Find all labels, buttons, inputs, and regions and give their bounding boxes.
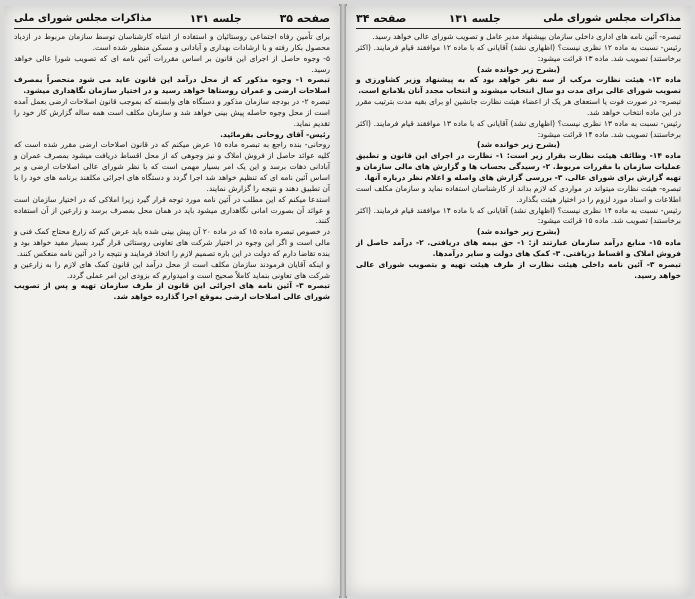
paragraph: تبصره ۳- آئین نامه های اجرائی این قانون از طرف سازمان تهیه و پس از تصویب شورای عالی اصلاحات ارضی بموقع اجرا گذارده خواهد شد.	[14, 281, 330, 302]
right-page	[346, 6, 691, 596]
paragraph: تبصره ۲- در بودجه سازمان مذکور و دستگاه های وابسته که بموجب قانون اصلاحات ارضی بعمل آمده است از محل وجوه حاصله پیش بینی خواهد شد و سازمان مکلف است همه ساله گزارش کار خود را تقدیم نماید.	[14, 97, 330, 128]
section-heading: (بشرح زیر خوانده شد)	[477, 227, 560, 237]
section-heading: (بشرح زیر خوانده شد)	[477, 64, 560, 74]
paragraph: تبصره- در صورت فوت یا استعفای هر یک از اعضاء هیئت نظارت جانشین او برای بقیه مدت بترتیب مقرر در این ماده انتخاب خواهد شد.	[356, 97, 681, 117]
paragraph: رئیس- آقای روحانی بفرمائید.	[220, 129, 330, 139]
paragraph: استدعا میکنم که این مطلب در آئین نامه مورد توجه قرار گیرد زیرا املاکی که در اختیار سازمان است و عوائد آن بصورت امانی نگاهداری میشود باید در همان محل بمصرف برسد و زارعین از آن استفاده کنند.	[14, 194, 330, 226]
paragraph: ۵- وجوه حاصل از اجرای این قانون بر اساس مقررات آئین نامه ای که تصویب شورا عالی خواهد رسید.	[14, 53, 330, 74]
paragraph: تبصره- هیئت نظارت میتواند در مواردی که لازم بداند از کارشناسان استفاده نماید و سازمان مکلف است اطلاعات و اسناد مورد لزوم را در اختیار هیئت بگذارد.	[356, 183, 681, 204]
paragraph: ماده ۱۳- هیئت نظارت مرکب از سه نفر خواهد بود که به پیشنهاد وزیر کشاورزی و تصویب شورای عالی برای مدت دو سال انتخاب میشوند و انتخاب مجدد آنان بلامانع است.	[356, 75, 681, 96]
page-number: صفحه ۳۴	[356, 12, 407, 25]
paragraph: و اینکه آقایان فرمودند سازمان مکلف است از محل درآمد این قانون کمک های لازم را به زارعین و شرکت های تعاونی بنماید کاملاً صحیح است و امیدوارم که بزودی این امر عملی گردد.	[14, 259, 330, 280]
paragraph: ماده ۱۴- وظائف هیئت نظارت بقرار زیر است: ۱- نظارت در اجرای این قانون و تطبیق عملیات سازمان با مقررات مربوط. ۲- رسیدگی بحساب ها و گزارش های مالی سازمان و تهیه گزارش برای شورای عالی. ۳- بررسی گزارش های واصله و اعلام نظر درباره آنها.	[356, 151, 681, 182]
paragraph: رئیس- نسبت به ماده ۱۳ نظری نیست؟ (اظهاری نشد) آقایانی که با ماده ۱۳ موافقند قیام فرمایند. (اکثر برخاستند) تصویب شد. ماده ۱۴ قرائت میشود:	[356, 118, 681, 139]
page-header	[356, 12, 681, 29]
page-header	[14, 12, 330, 29]
paragraph: روحانی- بنده راجع به تبصره ماده ۱۵ عرض میکنم که در قانون اصلاحات ارضی مقرر شده است که کلیه عوائد حاصل از فروش املاک و نیز وجوهی که از محل اقساط دریافت میشود بمصرف عمران و آبادانی دهات برسد و این یک امر بسیار مهمی است که با نظر شورای عالی اصلاحات ارضی و بر اساس آئین نامه ای که تنظیم خواهد شد اجرا گردد و دستگاه های اجرائی مکلفند برنامه های خود را با آن تطبیق دهند و نتیجه را گزارش نمایند.	[14, 140, 330, 193]
section-heading: (بشرح زیر خوانده شد)	[477, 140, 560, 150]
paragraph: رئیس- نسبت به ماده ۱۴ نظری نیست؟ (اظهاری نشد) آقایانی که با ماده ۱۴ موافقند قیام فرمایند. (اکثر برخاستند) تصویب شد. ماده ۱۵ قرائت میشود:	[356, 205, 681, 226]
paragraph: برای تأمین رفاه اجتماعی روستائیان و استفاده از انتباه کارشناسان توسط سازمان مربوط در ازدیاد محصول بکار رفته و با ارشادات بهداری و آبادانی و مسکن منظور شده است.	[14, 32, 330, 52]
running-title: مذاکرات مجلس شورای ملی	[543, 13, 681, 24]
running-title: مذاکرات مجلس شورای ملی	[14, 13, 152, 24]
page-number: صفحه ۳۵	[279, 12, 330, 25]
paragraph: تبصره ۳- آئین نامه داخلی هیئت نظارت از طرف هیئت تهیه و بتصویب شورای عالی خواهد رسید.	[356, 259, 681, 280]
paragraph: در خصوص تبصره ماده ۱۵ که در ماده ۲۰ آن پیش بینی شده باید عرض کنم که زارع محتاج کمک فنی و مالی است و اگر این وجوه در اختیار شرکت های تعاونی روستائی قرار گیرد بسیار مفید خواهد بود و بنده تقاضا دارم که دولت در این باره تصمیم لازم را اتخاذ فرمایند و نتیجه را در آئین نامه منعکس کنند.	[14, 227, 330, 258]
left-page	[4, 6, 340, 596]
session-number: جلسه ۱۳۱	[189, 13, 242, 25]
paragraph: تبصره ۱- وجوه مذکور که از محل درآمد این قانون عاید می شود منحصراً بمصرف اصلاحات ارضی و عمران روستاها خواهد رسید و در اختیار سازمان نگاهداری میشود.	[14, 75, 330, 96]
paragraph: رئیس- نسبت به ماده ۱۲ نظری نیست؟ (اظهاری نشد) آقایانی که با ماده ۱۲ موافقند قیام فرمایند. (اکثر برخاستند) تصویب شد. ماده ۱۳ قرائت میشود:	[356, 42, 681, 63]
page-body	[356, 32, 681, 281]
session-number: جلسه ۱۳۱	[448, 13, 501, 25]
paragraph: ماده ۱۵- منابع درآمد سازمان عبارتند از: ۱- حق بیمه های دریافتی. ۲- درآمد حاصل از فروش املاک و اقساط دریافتی. ۳- کمک های دولت و سایر درآمدها.	[356, 238, 681, 258]
page-body	[14, 32, 330, 303]
paragraph: تبصره- آئین نامه های اداری داخلی سازمان بپیشنهاد مدیر عامل و تصویب شورای عالی خواهد رسید.	[372, 32, 681, 41]
